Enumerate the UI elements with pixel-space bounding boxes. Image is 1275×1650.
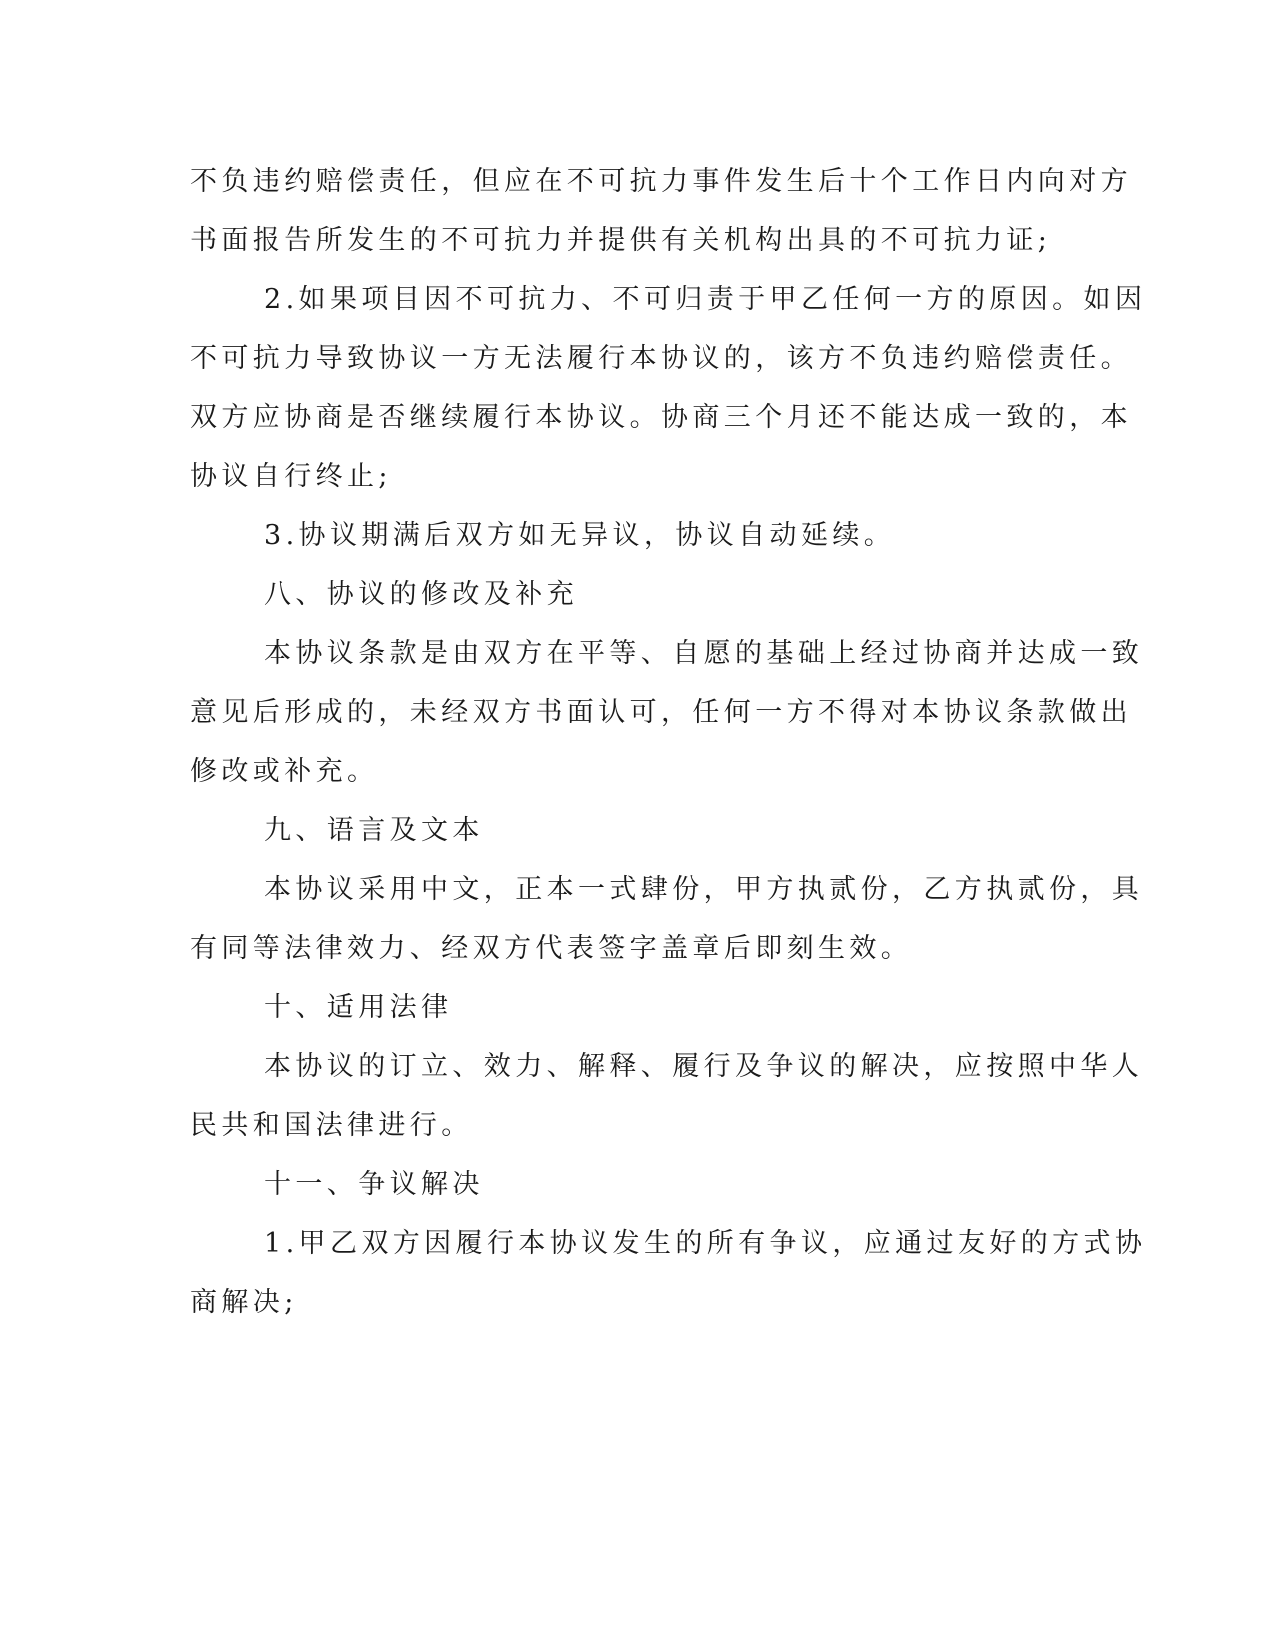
paragraph-line: 书面报告所发生的不可抗力并提供有关机构出具的不可抗力证; — [190, 225, 1052, 256]
paragraph-line: 修改或补充。 — [190, 756, 379, 787]
paragraph-line: 民共和国法律进行。 — [190, 1110, 473, 1141]
section-heading: 八、协议的修改及补充 — [264, 579, 578, 610]
paragraph-line: 意见后形成的，未经双方书面认可，任何一方不得对本协议条款做出 — [190, 697, 1132, 728]
paragraph-line: 不可抗力导致协议一方无法履行本协议的，该方不负违约赔偿责任。 — [190, 343, 1132, 374]
paragraph-line: 商解决; — [190, 1287, 298, 1318]
section-heading: 九、语言及文本 — [264, 815, 484, 846]
paragraph-line: 有同等法律效力、经双方代表签字盖章后即刻生效。 — [190, 933, 913, 964]
paragraph-line: 双方应协商是否继续履行本协议。协商三个月还不能达成一致的，本 — [190, 402, 1132, 433]
section-heading: 十一、争议解决 — [264, 1169, 484, 1200]
section-heading: 十、适用法律 — [264, 992, 453, 1023]
paragraph-line: 协议自行终止; — [190, 461, 392, 492]
paragraph-line: 本协议采用中文，正本一式肆份，甲方执贰份，乙方执贰份，具 — [264, 874, 1144, 905]
paragraph-line: 不负违约赔偿责任，但应在不可抗力事件发生后十个工作日内向对方 — [190, 166, 1132, 197]
paragraph-line: 本协议条款是由双方在平等、自愿的基础上经过协商并达成一致 — [264, 638, 1144, 669]
paragraph-line: 2.如果项目因不可抗力、不可归责于甲乙任何一方的原因。如因 — [264, 284, 1147, 315]
paragraph-line: 本协议的订立、效力、解释、履行及争议的解决，应按照中华人 — [264, 1051, 1144, 1082]
paragraph-line: 1.甲乙双方因履行本协议发生的所有争议，应通过友好的方式协 — [264, 1228, 1147, 1259]
paragraph-line: 3.协议期满后双方如无异议，协议自动延续。 — [264, 520, 896, 551]
